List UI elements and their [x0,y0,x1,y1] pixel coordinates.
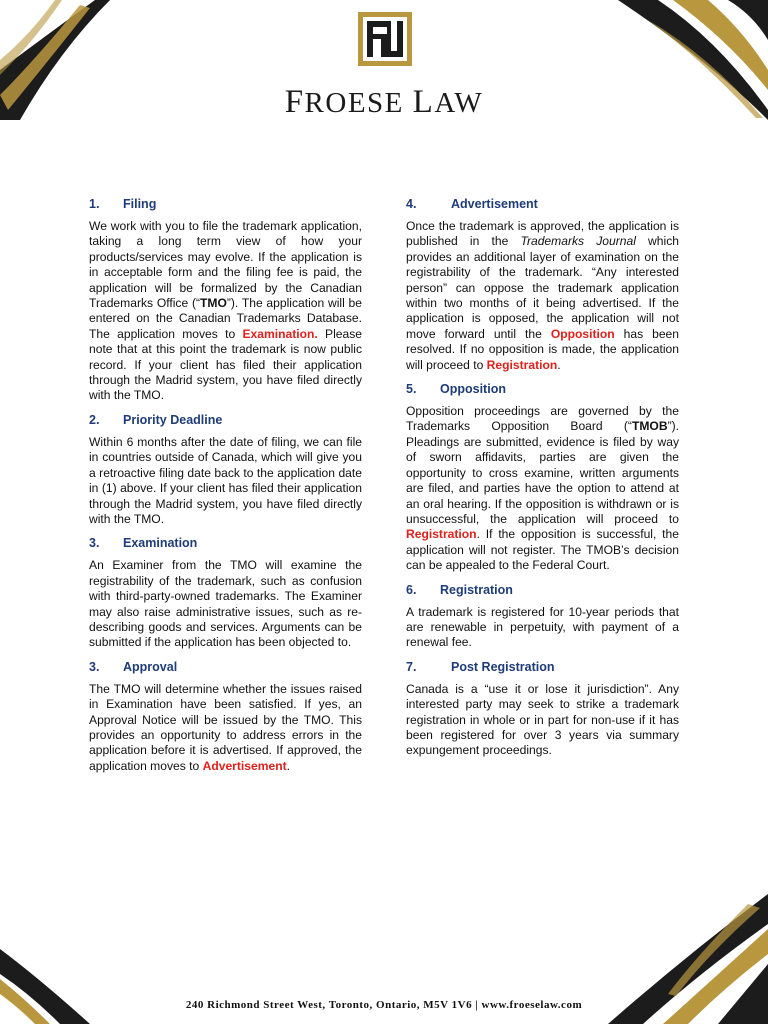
footer-address: 240 Richmond Street West, Toronto, Ontario, M5V 1V6 | www.froeselaw.com [185,999,583,1011]
section-text-priority-deadline: Within 6 months after the date of filing, we can file in countries outside of Canada, which will give you a retroactive filing date back to the application date in (1) above. If your client has filed their application through the Madrid system, you have filed directly with the TMO. [89,434,362,526]
section-heading-priority-deadline: 2. Priority Deadline [89,412,223,427]
section-heading-examination: 3. Examination [89,536,198,551]
section-text-examination: An Examiner from the TMO will examine the registrability of the trademark, such as confusion with third-party-owned trademarks. The Examiner may also raise administrative issues, such as re-describing goods and services. Arguments can be submitted if the application has been objected to. [89,558,362,650]
fl-monogram-icon [358,12,412,66]
section-text-approval: The TMO will determine whether the issues raised in Examination have been satisfied. If yes, an Approval Notice will be issued by the TMO. This provides an opportunity to address errors in the application before it is advertised. If approved, the application moves to Advertisement. [89,681,362,773]
section-heading-advertisement: 4. Advertisement [406,197,538,211]
section-heading-post-registration: 7. Post Registration [406,659,555,674]
right-column [406,197,679,768]
section-heading-registration: 6. Registration [406,582,513,597]
brand-name: FROESE LAW [284,84,484,120]
section-heading-filing: 1. Filing [89,197,157,211]
section-text-opposition: Opposition proceedings are governed by the Trademarks Opposition Board (“TMOB”). Pleadings are submitted, evidence is filed by way of sworn affidavits, parties are given the opportunity to cross examine, written arguments are filed, and parties have the option to attend at an oral hearing. If the opposition is withdrawn or is unsuccessful, the application will proceed to Registration. If the opposition is successful, the application will not register. The TMOB’s decision can be appealed to the Federal Court. [406,404,679,573]
section-text-advertisement: Once the trademark is approved, the application is published in the Trademarks Journal which provides an additional layer of examination on the registrability of the trademark. “Any interested person” can oppose the trademark application within two months of it being advertised. If the application is opposed, the application will not move forward until the Opposition has been resolved. If no opposition is made, the application will proceed to Registration. [406,219,679,372]
section-text-filing: We work with you to file the trademark application, taking a long term view of how your products/services may evolve. If the application is in acceptable form and the filing fee is paid, the application will be formalized by the Canadian Trademarks Office (“TMO”). The application will be entered on the Canadian Trademarks Database. The application moves to Examination. Please note that at this point the trademark is now public record. If your client has filed their application through the Madrid system, you have filed directly with the TMO. [89,219,363,403]
section-heading-opposition: 5. Opposition [406,382,506,397]
section-heading-approval: 3. Approval [89,659,178,674]
left-column [89,197,362,783]
section-text-post-registration: Canada is a “use it or lose it jurisdiction”. Any interested party may seek to strike a trademark registration in whole or in part for non-use if it has been registered for over 3 years via summary expungement proceedings. [406,681,679,758]
section-text-registration: A trademark is registered for 10-year periods that are renewable in perpetuity, with payment of a renewal fee. [406,604,679,650]
